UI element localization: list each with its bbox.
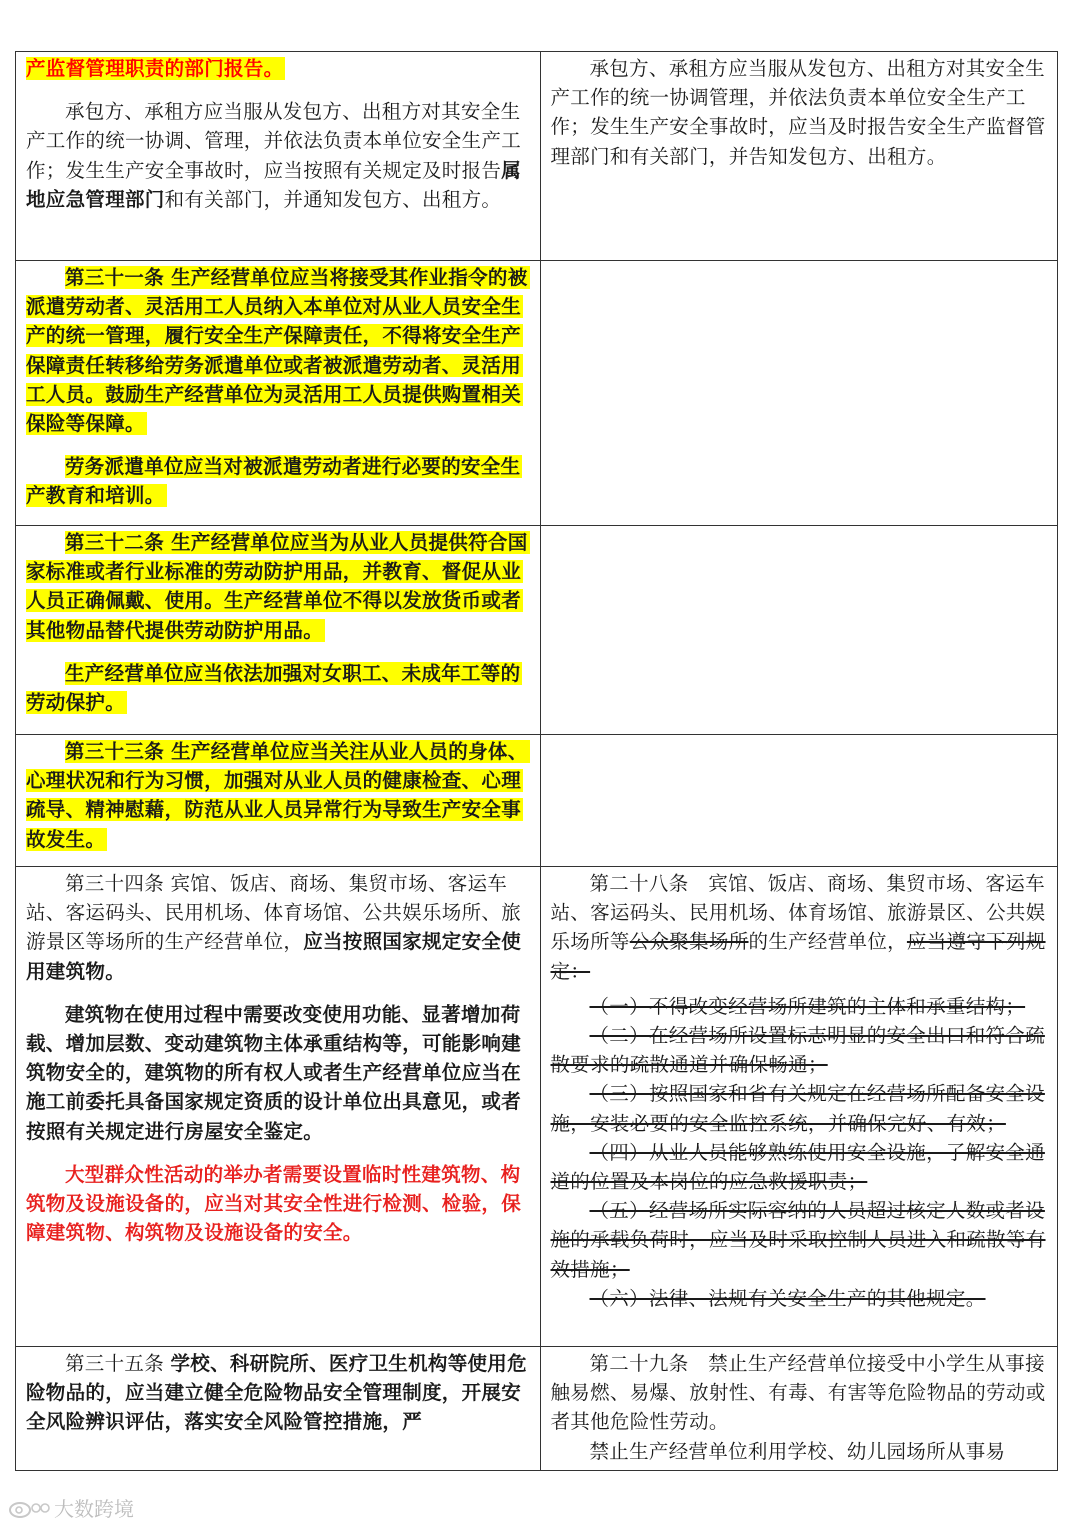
- left-cell: [16, 867, 541, 1347]
- clause-text: 承包方、承租方应当服从发包方、出租方对其安全生产工作的统一协调、管理，并依法负责本单位安全生产工作；发生生产安全事故时，应当按照有关规定及时报告: [26, 100, 522, 182]
- clause-text: 第三十四条 宾馆、饭店、商场、集贸市场、客运车站、客运码头、民用机场、体育场馆、公共娱乐场所、旅游景区等场所的生产经营单位，: [26, 872, 522, 954]
- highlighted-text: 第三十一条 生产经营单位应当将接受其作业指令的被派遣劳动者、灵活用工人员纳入本单位对从业人员安全生产的统一管理，履行安全生产保障责任，不得将安全生产保障责任转移给劳务派遣单位或者被派遣劳动者、灵活用工人员。鼓励生产经营单位为灵活用工人员提供购置相关保险等保障。: [26, 266, 528, 436]
- comparison-table: [15, 51, 1058, 1471]
- left-cell: [16, 261, 541, 526]
- clause-text: 和有关部门，并通知发包方、出租方。: [164, 187, 502, 211]
- highlighted-text: 第三十二条 生产经营单位应当为从业人员提供符合国家标准或者行业标准的劳动防护用品，并教育、督促从业人员正确佩戴、使用。生产经营单位不得以发放货币或者其他物品替代提供劳动防护用品。: [26, 531, 528, 642]
- table-row: [16, 735, 1058, 867]
- watermark: [8, 1493, 134, 1522]
- right-cell-empty: [540, 261, 1058, 526]
- watermark-text: 大数跨境: [54, 1497, 134, 1521]
- highlighted-text: 生产经营单位应当依法加强对女职工、未成年工等的劳动保护。: [26, 661, 521, 715]
- clause-text: 第二十八条 宾馆、饭店、商场、集贸市场、客运车站、客运码头、民用机场、体育场馆、旅游景区、公共娱乐场所等: [550, 872, 1046, 954]
- struck-item: （二）在经营场所设置标志明显的安全出口和符合疏散要求的疏散通道并确保畅通；: [550, 1024, 1045, 1077]
- clause-text: 禁止生产经营单位利用学校、幼儿园场所从事易: [589, 1439, 1006, 1463]
- struck-text: 公众聚集场所: [629, 930, 749, 954]
- clause-text: 承包方、承租方应当服从发包方、出租方对其安全生产工作的统一协调管理，并依法负责本单位安全生产工作；发生生产安全事故时，应当及时报告安全生产监督管理部门和有关部门，并告知发包方、出租方。: [550, 57, 1046, 168]
- table-row: [16, 1347, 1058, 1471]
- highlighted-text: 劳务派遣单位应当对被派遣劳动者进行必要的安全生产教育和培训。: [26, 455, 521, 508]
- right-cell-empty: [540, 735, 1058, 867]
- bold-text: 建筑物在使用过程中需要改变使用功能、显著增加荷载、增加层数、变动建筑物主体承重结构等，可能影响建筑物安全的，建筑物的所有权人或者生产经营单位应当在施工前委托具备国家规定资质的设计单位出具意见，或者按照有关规定进行房屋安全鉴定。: [26, 1002, 522, 1143]
- right-cell: [540, 52, 1058, 261]
- table-row: [16, 261, 1058, 526]
- clause-text: 第二十九条 禁止生产经营单位接受中小学生从事接触易燃、易爆、放射性、有毒、有害等危险物品的劳动或者其他危险性劳动。: [550, 1352, 1046, 1434]
- bold-text: 属地应急管理部门: [26, 158, 522, 211]
- bold-text: 应当按照国家规定安全使用建筑物。: [26, 930, 522, 983]
- struck-item: （五）经营场所实际容纳的人员超过核定人数或者设施的承载负荷时，应当及时采取控制人员进入和疏散等有效措施；: [550, 1199, 1046, 1281]
- struck-item: （四）从业人员能够熟练使用安全设施，了解安全通道的位置及本岗位的应急救援职责；: [550, 1140, 1045, 1194]
- highlighted-text: 产监督管理职责的部门报告。: [26, 57, 284, 80]
- table-row: [16, 526, 1058, 735]
- left-cell: [16, 526, 541, 735]
- weibo-logo-icon: [8, 1496, 50, 1520]
- clause-text: 第三十五条: [65, 1352, 171, 1375]
- table-row: [16, 52, 1058, 261]
- right-cell: [540, 1347, 1058, 1471]
- right-cell: [540, 867, 1058, 1347]
- struck-item: （一）不得改变经营场所建筑的主体和承重结构；: [589, 994, 1026, 1018]
- highlighted-text: 第三十三条 生产经营单位应当关注从业人员的身体、心理状况和行为习惯，加强对从业人员的健康检查、心理疏导、精神慰藉，防范从业人员异常行为导致生产安全事故发生。: [26, 740, 528, 851]
- table-row: [16, 867, 1058, 1347]
- struck-text: 应当遵守下列规定：: [550, 930, 1046, 983]
- right-cell-empty: [540, 526, 1058, 735]
- struck-item: （六）法律、法规有关安全生产的其他规定。: [589, 1286, 986, 1310]
- red-bold-text: 大型群众性活动的举办者需要设置临时性建筑物、构筑物及设施设备的，应当对其安全性进行检测、检验，保障建筑物、构筑物及设施设备的安全。: [26, 1162, 522, 1245]
- left-cell: [16, 1347, 541, 1471]
- bold-text: 学校、科研院所、医疗卫生机构等使用危险物品的，应当建立健全危险物品安全管理制度，开展安全风险辨识评估，落实安全风险管控措施，严: [26, 1352, 527, 1434]
- clause-text: 的生产经营单位，: [748, 930, 907, 954]
- left-cell: [16, 735, 541, 867]
- left-cell: [16, 52, 541, 261]
- struck-item: （三）按照国家和省有关规定在经营场所配备安全设施，安装必要的安全监控系统，并确保完好、有效；: [550, 1082, 1045, 1135]
